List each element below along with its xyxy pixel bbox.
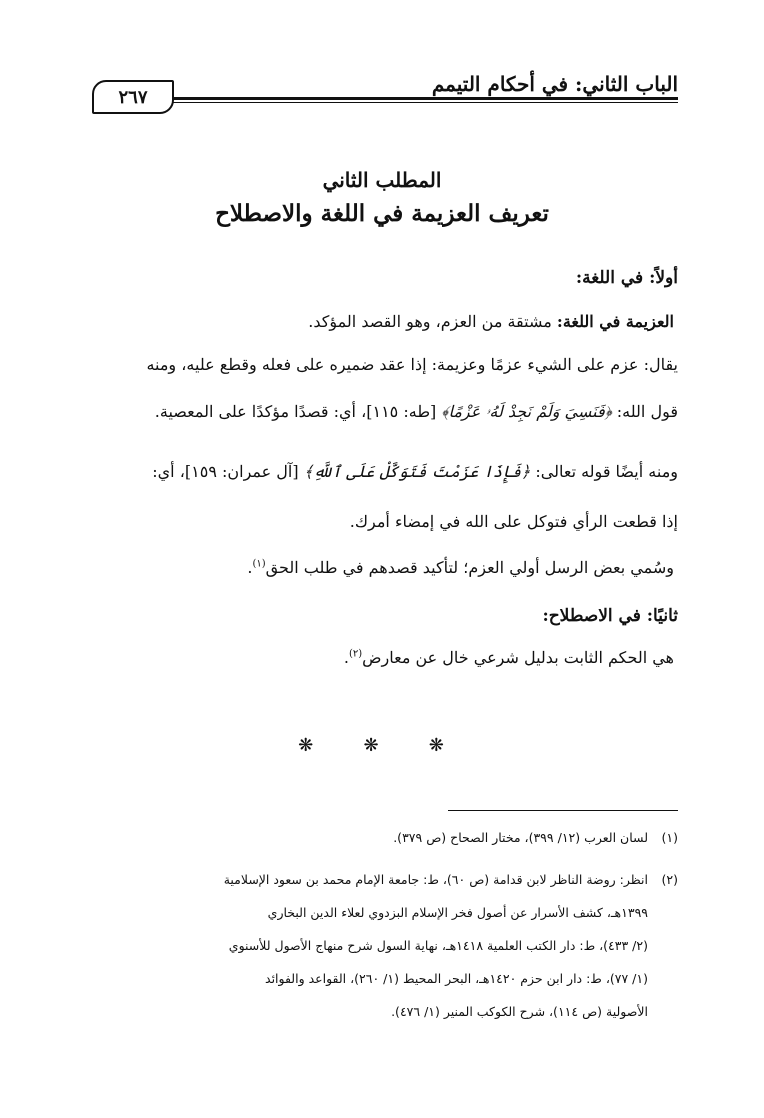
- heading-terminology: ثانيًا: في الاصطلاح:: [542, 606, 678, 626]
- line6-text: وسُمي بعض الرسل أولي العزم؛ لتأكيد قصدهم في طلب الحق: [265, 558, 674, 577]
- paragraph-line-2: يقال: عزم على الشيء عزمًا وعزيمة: إذا عقد ضميره على فعله وقطع عليه، ومنه: [146, 355, 678, 374]
- heading-language: أولاً: في اللغة:: [575, 268, 678, 288]
- definition-lead: العزيمة في اللغة:: [556, 312, 674, 331]
- paragraph-line-5: إذا قطعت الرأي فتوكل على الله في إمضاء أمرك.: [349, 512, 678, 531]
- line3-pre: قول الله:: [611, 402, 678, 421]
- section-subtitle: المطلب الثاني: [322, 168, 442, 192]
- paragraph-line-6: وسُمي بعض الرسل أولي العزم؛ لتأكيد قصدهم في طلب الحق$^{(١)}$.: [247, 558, 674, 577]
- section-title: تعريف العزيمة في اللغة والاصطلاح: [215, 200, 549, 227]
- page-number: ٢٦٧: [92, 80, 174, 114]
- footnote-ref-1[interactable]: (١): [252, 558, 266, 570]
- line7-text: هي الحكم الثابت بدليل شرعي خال عن معارض: [362, 648, 674, 667]
- line4-pre: ومنه أيضًا قوله تعالى:: [530, 462, 678, 481]
- header-rule: [172, 97, 678, 100]
- footnote-line: الأصولية (ص ١١٤)، شرح الكوكب المنير (١/ ٤٧٦).: [391, 1004, 648, 1019]
- paragraph-line-7: هي الحكم الثابت بدليل شرعي خال عن معارض$^{(٢)}$.: [343, 648, 674, 667]
- footnote-line: (١/ ٧٧)، ط: دار ابن حزم ١٤٢٠هـ، البحر المحيط (١/ ٢٦٠)، القواعد والفوائد: [265, 971, 648, 986]
- footnote-line: (٢/ ٤٣٣)، ط: دار الكتب العلمية ١٤١٨هـ، نهاية السول شرح منهاج الأصول للأسنوي: [228, 938, 648, 953]
- quran-verse-1: ﴿فَنَسِيَ وَلَمْ نَجِدْ لَهُۥ عَزْمًا﴾: [441, 402, 612, 421]
- footnote-line: لسان العرب (١٢/ ٣٩٩)، مختار الصحاح (ص ٣٧٩).: [393, 830, 648, 845]
- paragraph-line-4: [88, 462, 678, 481]
- footnote-2: [78, 872, 678, 1019]
- section-divider-stars: ❋ ❋ ❋: [298, 735, 466, 756]
- paragraph-line-3: [88, 402, 678, 422]
- footnote-number: (٢): [661, 872, 678, 887]
- chapter-title: الباب الثاني: في أحكام التيمم: [431, 72, 678, 96]
- footnote-separator: [448, 810, 678, 811]
- footnote-ref-2[interactable]: (٢): [348, 648, 363, 660]
- footnote-line: ١٣٩٩هـ، كشف الأسرار عن أصول فخر الإسلام البزدوي لعلاء الدين البخاري: [267, 905, 648, 920]
- footnote-line: انظر: روضة الناظر لابن قدامة (ص ٦٠)، ط: جامعة الإمام محمد بن سعود الإسلامية: [223, 872, 648, 887]
- definition-text: مشتقة من العزم، وهو القصد المؤكد.: [308, 312, 557, 331]
- quran-verse-2: ﴿فَإِذَا عَزَمْتَ فَتَوَكَّلْ عَلَى ٱللَّهِ﴾: [303, 462, 531, 481]
- line4-post: [آل عمران: ١٥٩]، أي:: [152, 462, 304, 481]
- header-rule-thin: [172, 102, 678, 103]
- running-header: [92, 72, 678, 112]
- footnote-number: (١): [661, 830, 678, 845]
- line3-post: [طه: ١١٥]، أي: قصدًا مؤكدًا على المعصية.: [154, 402, 442, 421]
- paragraph-definition: [84, 312, 678, 331]
- footnote-1: [78, 830, 678, 845]
